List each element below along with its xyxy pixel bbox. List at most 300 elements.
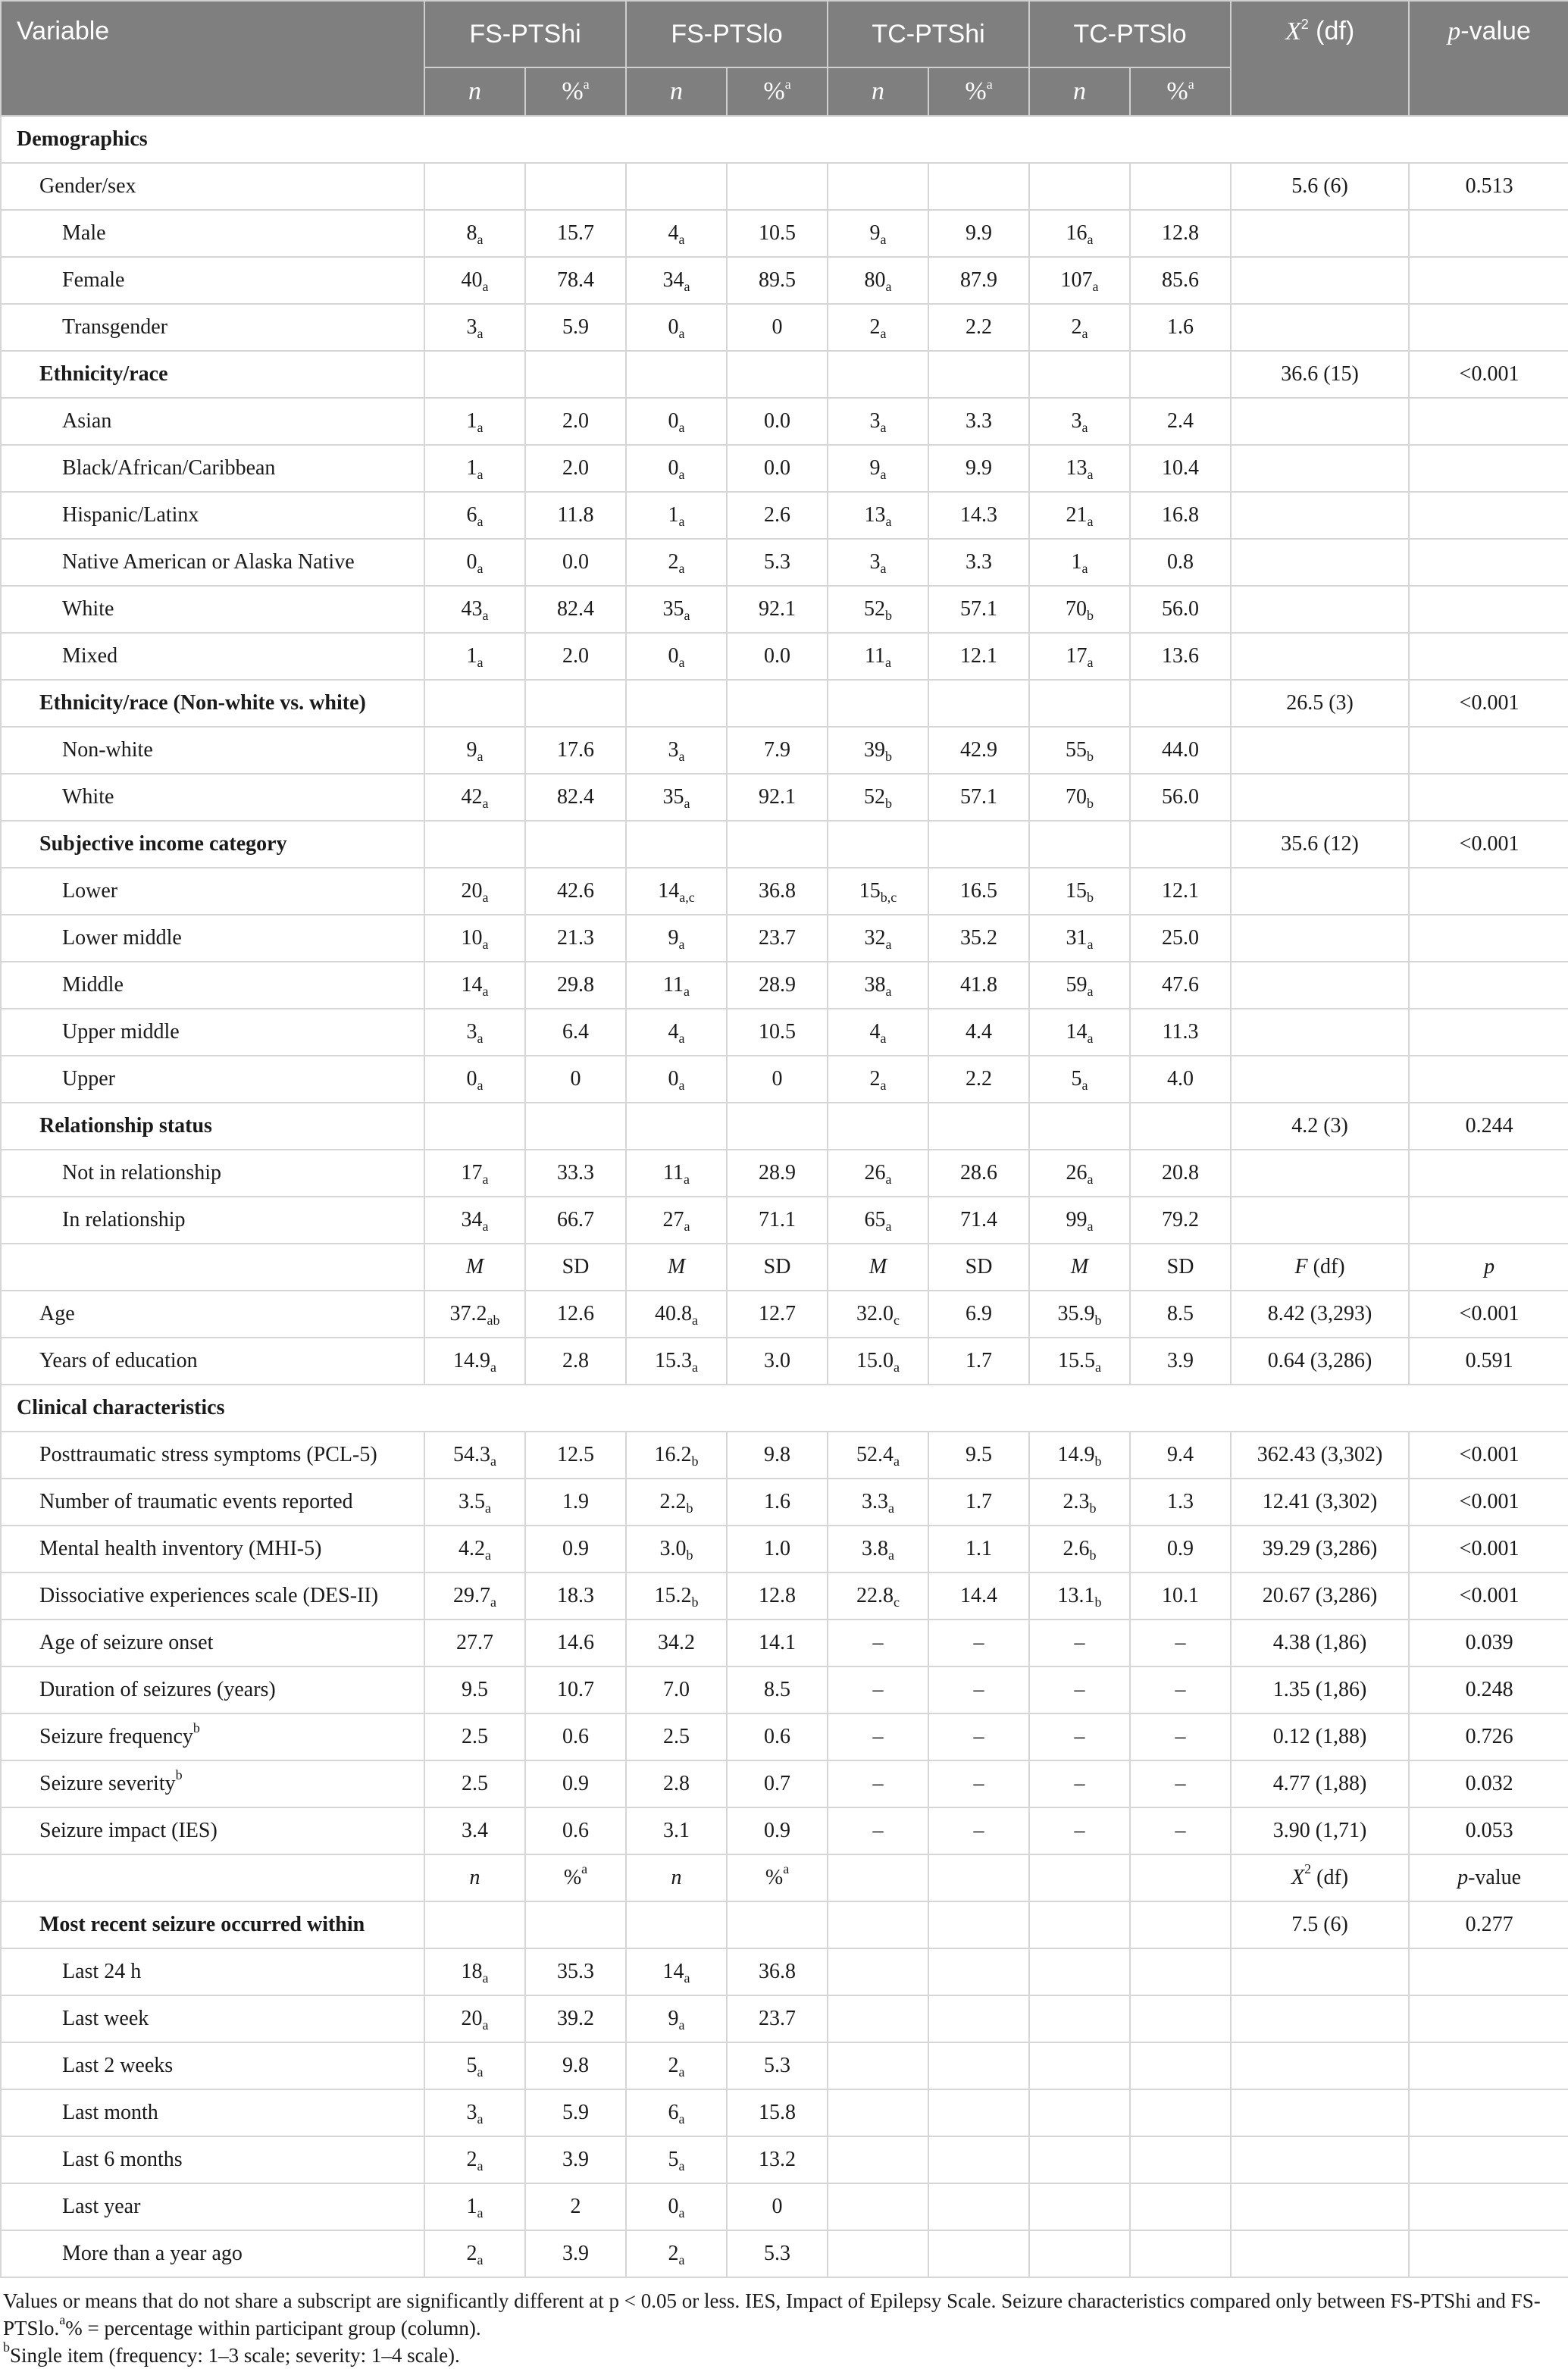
cell-n — [626, 351, 727, 398]
cell-pct: 1.6 — [727, 1479, 828, 1526]
cell-pct: 14.6 — [525, 1619, 626, 1666]
cell-pct — [928, 2230, 1029, 2277]
cell-pct: SD — [525, 1244, 626, 1291]
cell-n: $4_a$ — [626, 210, 727, 257]
cell-stat: 362.43 (3,302) — [1231, 1432, 1409, 1479]
cell-pct: 21.3 — [525, 915, 626, 962]
cell-n — [1029, 1103, 1130, 1150]
cell-pct: 2.0 — [525, 445, 626, 492]
cell-pct: 10.1 — [1130, 1573, 1231, 1619]
cell-n: M — [424, 1244, 525, 1291]
header-group: TC-PTShi — [828, 1, 1029, 67]
cell-n — [424, 680, 525, 727]
cell-pct: – — [928, 1760, 1029, 1807]
cell-pct: 56.0 — [1130, 774, 1231, 821]
cell-n: 2.8 — [626, 1760, 727, 1807]
cell-stat — [1231, 492, 1409, 539]
cell-stat — [1231, 1056, 1409, 1103]
cell-pct: 9.9 — [928, 445, 1029, 492]
cell-pct — [1130, 1854, 1231, 1901]
cell-pct: 2.4 — [1130, 398, 1231, 445]
row-label: Subjective income category — [1, 821, 424, 868]
cell-n: – — [1029, 1713, 1130, 1760]
cell-stat — [1231, 2042, 1409, 2089]
cell-pct: 1.0 — [727, 1526, 828, 1573]
cell-stat: 36.6 (15) — [1231, 351, 1409, 398]
header-n: n — [424, 67, 525, 116]
cell-pct: 0.9 — [727, 1807, 828, 1854]
cell-n: $15.2_b$ — [626, 1573, 727, 1619]
pvalue-italic-p: p — [1448, 17, 1461, 45]
cell-n: $65_a$ — [828, 1197, 928, 1244]
cell-stat — [1231, 586, 1409, 633]
cell-stat — [1231, 774, 1409, 821]
cell-pct: 9.4 — [1130, 1432, 1231, 1479]
cell-pct: – — [1130, 1666, 1231, 1713]
cell-pvalue — [1409, 774, 1568, 821]
header-pct: %$^a$ — [1130, 67, 1231, 116]
cell-n: $107_a$ — [1029, 257, 1130, 304]
cell-n: $32_a$ — [828, 915, 928, 962]
cell-n: $32.0_c$ — [828, 1291, 928, 1338]
cell-pct: 36.8 — [727, 1948, 828, 1995]
cell-pct: 3.9 — [525, 2136, 626, 2183]
footnote-2: $^b$Single item (frequency: 1–3 scale; severity: 1–4 scale). — [3, 2339, 460, 2367]
row-label: Non-white — [1, 727, 424, 774]
cell-pvalue — [1409, 257, 1568, 304]
cell-pct — [928, 680, 1029, 727]
cell-pct: 8.5 — [1130, 1291, 1231, 1338]
cell-pct: – — [928, 1807, 1029, 1854]
header-n: n — [1029, 67, 1130, 116]
cell-pct — [525, 1901, 626, 1948]
cell-pct — [727, 1901, 828, 1948]
cell-pvalue: 0.032 — [1409, 1760, 1568, 1807]
cell-stat — [1231, 304, 1409, 351]
cell-pct: 0 — [727, 2183, 828, 2230]
cell-n: $40_a$ — [424, 257, 525, 304]
cell-stat: F (df) — [1231, 1244, 1409, 1291]
row-label: Female — [1, 257, 424, 304]
header-group: FS-PTSlo — [626, 1, 828, 67]
cell-n: $0_a$ — [424, 1056, 525, 1103]
section-heading: Clinical characteristics — [1, 1385, 1568, 1432]
cell-pct: SD — [727, 1244, 828, 1291]
cell-stat: 8.42 (3,293) — [1231, 1291, 1409, 1338]
cell-pct: – — [1130, 1713, 1231, 1760]
table-row — [1, 257, 1568, 304]
cell-n: $27_a$ — [626, 1197, 727, 1244]
cell-stat — [1231, 1150, 1409, 1197]
cell-pct: – — [1130, 1807, 1231, 1854]
cell-stat: 1.35 (1,86) — [1231, 1666, 1409, 1713]
cell-pct: 2.6 — [727, 492, 828, 539]
cell-pct: 1.7 — [928, 1338, 1029, 1385]
cell-n: $2.3_b$ — [1029, 1479, 1130, 1526]
row-label: Hispanic/Latinx — [1, 492, 424, 539]
table-row — [1, 2183, 1568, 2230]
cell-n: – — [828, 1666, 928, 1713]
cell-pct — [727, 163, 828, 210]
cell-pct: 47.6 — [1130, 962, 1231, 1009]
header-pct: %$^a$ — [727, 67, 828, 116]
cell-n: $3_a$ — [424, 2089, 525, 2136]
cell-pvalue — [1409, 492, 1568, 539]
cell-pct — [928, 1854, 1029, 1901]
cell-pct: 0.7 — [727, 1760, 828, 1807]
cell-n — [828, 2089, 928, 2136]
row-label — [1, 1244, 424, 1291]
cell-n: $39_b$ — [828, 727, 928, 774]
cell-pct: 12.1 — [928, 633, 1029, 680]
row-label: Last 24 h — [1, 1948, 424, 1995]
row-label: Seizure frequency$^b$ — [1, 1713, 424, 1760]
cell-pct — [928, 1901, 1029, 1948]
cell-pct: 85.6 — [1130, 257, 1231, 304]
cell-n: $18_a$ — [424, 1948, 525, 1995]
cell-n: $9_a$ — [828, 445, 928, 492]
table-body — [1, 116, 1568, 2277]
cell-n — [1029, 1854, 1130, 1901]
cell-pct — [1130, 1948, 1231, 1995]
cell-n: $35_a$ — [626, 774, 727, 821]
cell-pct: 12.7 — [727, 1291, 828, 1338]
table-row — [1, 586, 1568, 633]
cell-pct: 10.5 — [727, 210, 828, 257]
header-pvalue — [1409, 1, 1568, 116]
cell-n: $42_a$ — [424, 774, 525, 821]
cell-n — [828, 1103, 928, 1150]
cell-pct — [928, 1995, 1029, 2042]
cell-pct: 78.4 — [525, 257, 626, 304]
cell-n — [626, 1901, 727, 1948]
cell-n: $17_a$ — [424, 1150, 525, 1197]
cell-n: $4_a$ — [828, 1009, 928, 1056]
cell-pct: 15.8 — [727, 2089, 828, 2136]
table-row — [1, 1291, 1568, 1338]
cell-n: $13.1_b$ — [1029, 1573, 1130, 1619]
cell-pvalue — [1409, 2089, 1568, 2136]
footnote-2-text: Single item (frequency: 1–3 scale; severity: 1–4 scale). — [10, 2344, 460, 2367]
row-label: Number of traumatic events reported — [1, 1479, 424, 1526]
cell-pct: 5.3 — [727, 539, 828, 586]
cell-pct: – — [1130, 1760, 1231, 1807]
cell-n — [1029, 2230, 1130, 2277]
cell-n: $37.2_{ab}$ — [424, 1291, 525, 1338]
table-row — [1, 1995, 1568, 2042]
row-label: Age — [1, 1291, 424, 1338]
cell-stat — [1231, 1197, 1409, 1244]
cell-pct: 2 — [525, 2183, 626, 2230]
cell-n — [424, 351, 525, 398]
cell-pct — [928, 2136, 1029, 2183]
cell-pct — [928, 2089, 1029, 2136]
cell-pct: 57.1 — [928, 586, 1029, 633]
cell-stat — [1231, 398, 1409, 445]
cell-n — [828, 680, 928, 727]
cell-n: $20_a$ — [424, 1995, 525, 2042]
header-variable: Variable — [1, 1, 424, 116]
row-label: Male — [1, 210, 424, 257]
row-label: White — [1, 586, 424, 633]
cell-n — [828, 1901, 928, 1948]
table-row — [1, 1009, 1568, 1056]
cell-pct: 16.5 — [928, 868, 1029, 915]
row-label: Years of education — [1, 1338, 424, 1385]
cell-n: – — [828, 1807, 928, 1854]
row-label: White — [1, 774, 424, 821]
cell-n — [1029, 2136, 1130, 2183]
cell-pct: 0 — [727, 304, 828, 351]
cell-pct: 35.2 — [928, 915, 1029, 962]
cell-n: $5_a$ — [424, 2042, 525, 2089]
table-row — [1, 2042, 1568, 2089]
cell-n: $2_a$ — [626, 2042, 727, 2089]
cell-pvalue — [1409, 2042, 1568, 2089]
cell-pvalue: p-value — [1409, 1854, 1568, 1901]
cell-n: $3.5_a$ — [424, 1479, 525, 1526]
cell-n — [828, 1948, 928, 1995]
cell-n — [1029, 351, 1130, 398]
cell-stat: 4.2 (3) — [1231, 1103, 1409, 1150]
cell-pct: 92.1 — [727, 586, 828, 633]
cell-pct: 5.9 — [525, 304, 626, 351]
cell-n: – — [1029, 1619, 1130, 1666]
cell-n: $21_a$ — [1029, 492, 1130, 539]
cell-pvalue — [1409, 210, 1568, 257]
row-label: Mental health inventory (MHI-5) — [1, 1526, 424, 1573]
cell-n: $80_a$ — [828, 257, 928, 304]
cell-pct: 2.2 — [928, 304, 1029, 351]
cell-pct: 15.7 — [525, 210, 626, 257]
cell-pct: 5.3 — [727, 2042, 828, 2089]
cell-pct: 2.2 — [928, 1056, 1029, 1103]
cell-n — [424, 1901, 525, 1948]
cell-pct: 6.4 — [525, 1009, 626, 1056]
cell-pct: 0.8 — [1130, 539, 1231, 586]
header-n: n — [626, 67, 727, 116]
cell-n — [424, 821, 525, 868]
cell-n: $26_a$ — [1029, 1150, 1130, 1197]
cell-pct: 10.5 — [727, 1009, 828, 1056]
cell-pct: 23.7 — [727, 915, 828, 962]
cell-n: $14_a$ — [1029, 1009, 1130, 1056]
cell-pct — [727, 1103, 828, 1150]
row-label: Relationship status — [1, 1103, 424, 1150]
cell-pct: 9.9 — [928, 210, 1029, 257]
cell-n: $34_a$ — [424, 1197, 525, 1244]
cell-n — [828, 2230, 928, 2277]
cell-n: $2_a$ — [424, 2230, 525, 2277]
cell-n: 3.4 — [424, 1807, 525, 1854]
cell-n: $0_a$ — [626, 1056, 727, 1103]
cell-pct: 4.4 — [928, 1009, 1029, 1056]
cell-n: $2_a$ — [626, 2230, 727, 2277]
cell-pct — [1130, 163, 1231, 210]
row-label: Native American or Alaska Native — [1, 539, 424, 586]
cell-pct: 28.9 — [727, 1150, 828, 1197]
cell-pct: 2.8 — [525, 1338, 626, 1385]
header-group: TC-PTSlo — [1029, 1, 1231, 67]
cell-n: – — [1029, 1760, 1130, 1807]
cell-pct: 0.0 — [727, 398, 828, 445]
cell-pct: 66.7 — [525, 1197, 626, 1244]
cell-pct: 82.4 — [525, 774, 626, 821]
row-label: Lower — [1, 868, 424, 915]
table-row — [1, 351, 1568, 398]
row-label: Transgender — [1, 304, 424, 351]
table-row — [1, 1573, 1568, 1619]
cell-pvalue — [1409, 1948, 1568, 1995]
cell-pct: 82.4 — [525, 586, 626, 633]
cell-pct: 92.1 — [727, 774, 828, 821]
table-row — [1, 633, 1568, 680]
table-row — [1, 962, 1568, 1009]
cell-pct — [1130, 2183, 1231, 2230]
cell-pvalue — [1409, 304, 1568, 351]
cell-n: 34.2 — [626, 1619, 727, 1666]
cell-n: $34_a$ — [626, 257, 727, 304]
cell-pct — [1130, 821, 1231, 868]
cell-n: $52_b$ — [828, 774, 928, 821]
cell-pct: 10.7 — [525, 1666, 626, 1713]
cell-n: $2_a$ — [626, 539, 727, 586]
cell-n: n — [626, 1854, 727, 1901]
cell-n: $1_a$ — [424, 633, 525, 680]
cell-stat: 4.38 (1,86) — [1231, 1619, 1409, 1666]
cell-pct: 42.9 — [928, 727, 1029, 774]
cell-pvalue — [1409, 1150, 1568, 1197]
cell-pvalue — [1409, 586, 1568, 633]
row-label: Gender/sex — [1, 163, 424, 210]
table-row — [1, 821, 1568, 868]
cell-pct: 35.3 — [525, 1948, 626, 1995]
row-label: Last year — [1, 2183, 424, 2230]
table-row — [1, 1338, 1568, 1385]
row-label: Lower middle — [1, 915, 424, 962]
row-label: Most recent seizure occurred within — [1, 1901, 424, 1948]
cell-pvalue — [1409, 915, 1568, 962]
cell-pvalue: <0.001 — [1409, 1573, 1568, 1619]
cell-n: $55_b$ — [1029, 727, 1130, 774]
cell-n: $70_b$ — [1029, 774, 1130, 821]
cell-pct: – — [1130, 1619, 1231, 1666]
table-row — [1, 915, 1568, 962]
cell-pvalue: <0.001 — [1409, 1526, 1568, 1573]
cell-pct — [1130, 1901, 1231, 1948]
cell-n: $3_a$ — [626, 727, 727, 774]
table-row — [1, 445, 1568, 492]
cell-stat — [1231, 868, 1409, 915]
cell-n — [1029, 1995, 1130, 2042]
cell-n: – — [1029, 1666, 1130, 1713]
cell-n: $2.6_b$ — [1029, 1526, 1130, 1573]
cell-n: $1_a$ — [424, 445, 525, 492]
cell-pct: 9.8 — [727, 1432, 828, 1479]
cell-stat: 12.41 (3,302) — [1231, 1479, 1409, 1526]
cell-n: $16.2_b$ — [626, 1432, 727, 1479]
cell-n — [1029, 2089, 1130, 2136]
cell-pvalue: 0.726 — [1409, 1713, 1568, 1760]
cell-pct: 25.0 — [1130, 915, 1231, 962]
cell-n — [828, 2183, 928, 2230]
cell-pvalue — [1409, 445, 1568, 492]
cell-n: M — [626, 1244, 727, 1291]
cell-stat — [1231, 727, 1409, 774]
cell-pvalue — [1409, 868, 1568, 915]
header-pct: %$^a$ — [928, 67, 1029, 116]
cell-n: $3.3_a$ — [828, 1479, 928, 1526]
cell-pct: – — [928, 1713, 1029, 1760]
cell-n — [828, 351, 928, 398]
row-label: Upper — [1, 1056, 424, 1103]
cell-pct — [1130, 2136, 1231, 2183]
cell-n: $11_a$ — [626, 962, 727, 1009]
cell-n: $4_a$ — [626, 1009, 727, 1056]
cell-pct: 57.1 — [928, 774, 1029, 821]
cell-n: $2.2_b$ — [626, 1479, 727, 1526]
row-label: Middle — [1, 962, 424, 1009]
cell-n — [1029, 2042, 1130, 2089]
cell-pct: 17.6 — [525, 727, 626, 774]
cell-stat — [1231, 633, 1409, 680]
cell-stat — [1231, 2230, 1409, 2277]
cell-n — [828, 821, 928, 868]
cell-pct — [1130, 2230, 1231, 2277]
cell-n: $70_b$ — [1029, 586, 1130, 633]
cell-pvalue — [1409, 2136, 1568, 2183]
cell-pct: 3.3 — [928, 539, 1029, 586]
cell-pct — [928, 351, 1029, 398]
cell-n: – — [1029, 1807, 1130, 1854]
cell-n: $2_a$ — [1029, 304, 1130, 351]
cell-stat: 35.6 (12) — [1231, 821, 1409, 868]
table-footnotes — [0, 2278, 1568, 2369]
cell-pct: 9.8 — [525, 2042, 626, 2089]
cell-n: $0_a$ — [626, 398, 727, 445]
cell-n: $11_a$ — [828, 633, 928, 680]
table-row — [1, 1479, 1568, 1526]
cell-pct: 12.8 — [1130, 210, 1231, 257]
cell-n: $15.5_a$ — [1029, 1338, 1130, 1385]
cell-pct: 12.5 — [525, 1432, 626, 1479]
cell-n: 7.0 — [626, 1666, 727, 1713]
row-label: Mixed — [1, 633, 424, 680]
cell-n: 27.7 — [424, 1619, 525, 1666]
cell-n: $59_a$ — [1029, 962, 1130, 1009]
cell-n: $6_a$ — [626, 2089, 727, 2136]
table-row — [1, 163, 1568, 210]
cell-n: $3.8_a$ — [828, 1526, 928, 1573]
cell-n: $4.2_a$ — [424, 1526, 525, 1573]
table-row — [1, 680, 1568, 727]
cell-pct: 5.3 — [727, 2230, 828, 2277]
cell-pct: 6.9 — [928, 1291, 1029, 1338]
row-label: Last month — [1, 2089, 424, 2136]
cell-pct: 14.3 — [928, 492, 1029, 539]
cell-pct: 13.6 — [1130, 633, 1231, 680]
cell-pct — [928, 163, 1029, 210]
cell-n: – — [828, 1713, 928, 1760]
cell-n: $1_a$ — [626, 492, 727, 539]
cell-stat — [1231, 1009, 1409, 1056]
table-row — [1, 210, 1568, 257]
cell-pvalue — [1409, 633, 1568, 680]
table-row — [1, 1760, 1568, 1807]
row-label: Posttraumatic stress symptoms (PCL-5) — [1, 1432, 424, 1479]
cell-pvalue — [1409, 727, 1568, 774]
cell-stat: 39.29 (3,286) — [1231, 1526, 1409, 1573]
